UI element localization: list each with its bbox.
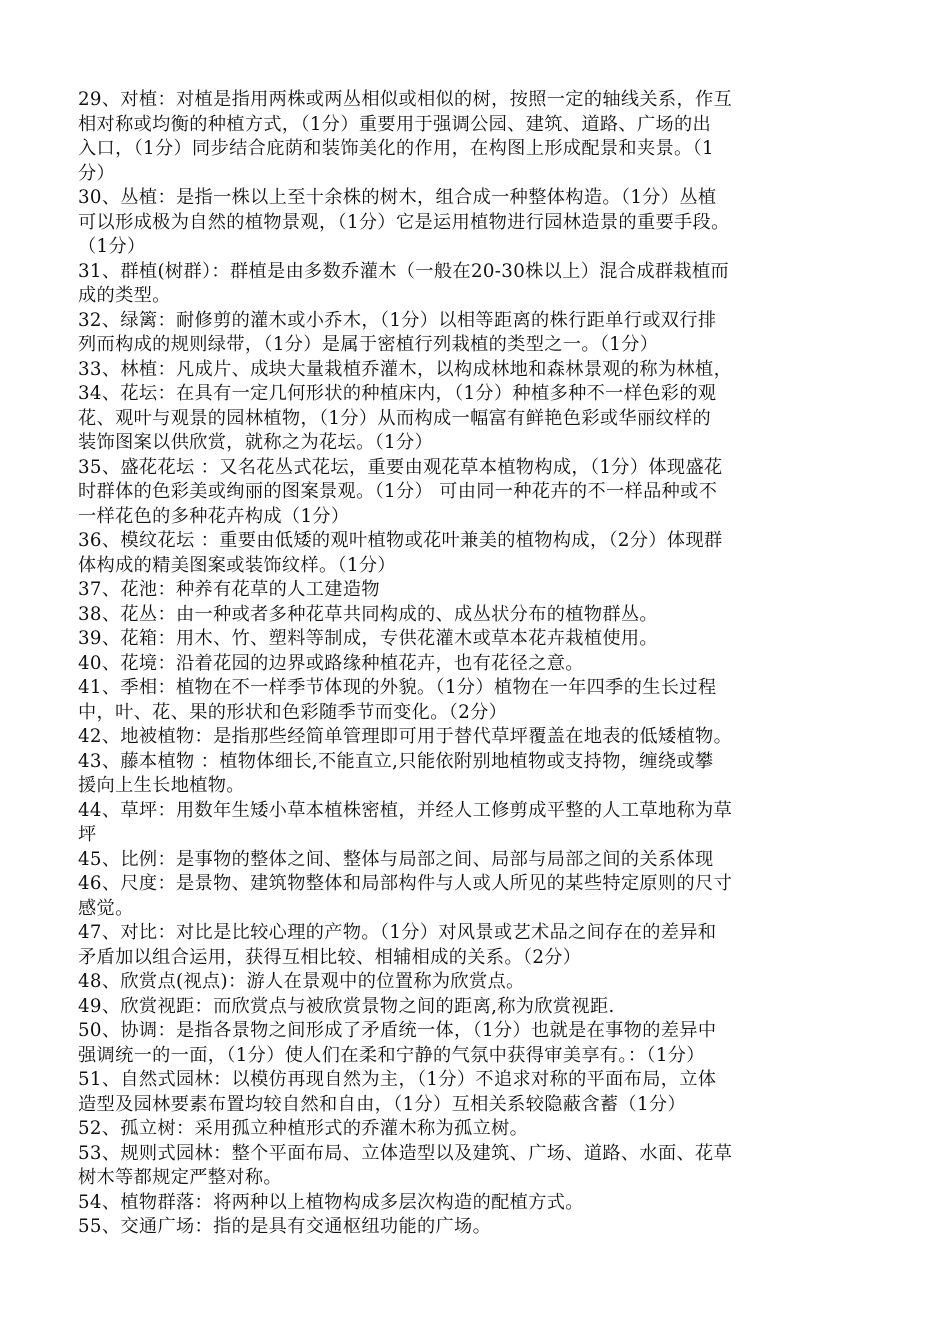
entry-line: 矛盾加以组合运用，获得互相比较、相辅相成的关系。（2分） xyxy=(78,946,582,968)
entry-line: 47、对比：对比是比较心理的产物。（1分）对风景或艺术品之间存在的差异和 xyxy=(78,922,717,943)
glossary-entry xyxy=(78,1068,878,1117)
entry-line: 入口，（1分）同步结合庇荫和装饰美化的作用，在构图上形成配景和夹景。（1 xyxy=(78,138,714,159)
glossary-entry xyxy=(78,750,878,799)
entry-line: 30、丛植：是指一株以上至十余株的树木，组合成一种整体构造。（1分）丛植 xyxy=(78,187,717,208)
entry-line: 40、花境：沿着花园的边界或路缘种植花卉，也有花径之意。 xyxy=(78,652,584,674)
entry-line: 造型及园林要素布置均较自然和自由，（1分）互相关系较隐蔽含蓄（1分） xyxy=(78,1093,686,1115)
entry-line: 35、盛花花坛 ：又名花丛式花坛，重要由观花草本植物构成，（1分）体现盛花 xyxy=(78,456,723,478)
entry-line: 中，叶、花、果的形状和色彩随季节而变化。（2分） xyxy=(78,701,508,723)
glossary-entry xyxy=(78,578,878,603)
glossary-entry xyxy=(78,652,878,677)
glossary-entry xyxy=(78,1019,878,1068)
entry-line: 感觉。 xyxy=(78,897,134,919)
entry-line: 48、欣赏点(视点)：游人在景观中的位置称为欣赏点。 xyxy=(78,971,525,992)
entry-line: 46、尺度：是景物、建筑物整体和局部构件与人或人所见的某些特定原则的尺寸 xyxy=(78,873,733,894)
entry-line: 54、植物群落：将两种以上植物构成多层次构造的配植方式。 xyxy=(78,1191,584,1213)
glossary-entry xyxy=(78,358,878,383)
glossary-entry xyxy=(78,529,878,578)
glossary-entry xyxy=(78,872,878,921)
entry-line: 45、比例：是事物的整体之间、整体与局部之间、局部与局部之间的关系体现 xyxy=(78,848,714,870)
entry-line: 36、模纹花坛 ：重要由低矮的观叶植物或花叶兼美的植物构成，（2分）体现群 xyxy=(78,530,723,551)
glossary-entry xyxy=(78,309,878,358)
glossary-entry xyxy=(78,260,878,309)
glossary-entry xyxy=(78,603,878,628)
glossary-entry xyxy=(78,995,878,1020)
entry-line: 42、地被植物：是指那些经简单管理即可用于替代草坪覆盖在地表的低矮植物。 xyxy=(78,726,733,747)
entry-line: 装饰图案以供欣赏，就称之为花坛。（1分） xyxy=(78,432,434,453)
entry-line: 33、林植：凡成片、成块大量栽植乔灌木，以构成林地和森林景观的称为林植， xyxy=(78,358,733,380)
glossary-entry xyxy=(78,725,878,750)
glossary-entry xyxy=(78,627,878,652)
glossary-entry xyxy=(78,186,878,260)
entry-line: 52、孤立树：采用孤立种植形式的乔灌木称为孤立树。 xyxy=(78,1118,529,1139)
entry-line: 援向上生长地植物。 xyxy=(78,775,245,796)
entry-line: 29、对植：对植是指用两株或两丛相似或相似的树，按照一定的轴线关系，作互 xyxy=(78,89,733,110)
entry-line: 32、绿篱：耐修剪的灌木或小乔木，（1分）以相等距离的株行距单行或双行排 xyxy=(78,309,717,331)
glossary-entry xyxy=(78,88,878,186)
glossary-entry xyxy=(78,921,878,970)
document-page xyxy=(78,88,878,1240)
entry-line: 成的类型。 xyxy=(78,285,171,306)
glossary-entry xyxy=(78,1191,878,1216)
entry-line: 50、协调：是指各景物之间形成了矛盾统一体，（1分）也就是在事物的差异中 xyxy=(78,1020,717,1041)
entry-line: 38、花丛：由一种或者多种花草共同构成的、成丛状分布的植物群丛。 xyxy=(78,603,658,625)
entry-line: 51、自然式园林：以模仿再现自然为主，（1分）不追求对称的平面布局，立体 xyxy=(78,1069,717,1090)
entry-line: 可以形成极为自然的植物景观，（1分）它是运用植物进行园林造景的重要手段。 xyxy=(78,211,730,233)
entry-line: （1分） xyxy=(78,236,146,257)
entry-line: 39、花箱：用木、竹、塑料等制成，专供花灌木或草本花卉栽植使用。 xyxy=(78,628,658,649)
glossary-entry xyxy=(78,799,878,848)
entry-line: 34、花坛：在具有一定几何形状的种植床内，（1分）种植多种不一样色彩的观 xyxy=(78,383,717,404)
entry-line: 树木等都规定严整对称。 xyxy=(78,1167,282,1188)
entry-line: 55、交通广场：指的是具有交通枢纽功能的广场。 xyxy=(78,1216,492,1237)
entry-line: 43、藤本植物 ：植物体细长,不能直立,只能依附别地植物或支持物，缠绕或攀 xyxy=(78,750,714,772)
glossary-entry xyxy=(78,382,878,456)
entry-line: 花、观叶与观景的园林植物，（1分）从而构成一幅富有鲜艳色彩或华丽纹样的 xyxy=(78,407,712,429)
glossary-entry xyxy=(78,456,878,530)
entry-line: 44、草坪：用数年生矮小草本植株密植，并经人工修剪成平整的人工草地称为草 xyxy=(78,799,733,821)
glossary-entry xyxy=(78,1142,878,1191)
entry-line: 53、规则式园林：整个平面布局、立体造型以及建筑、广场、道路、水面、花草 xyxy=(78,1142,733,1164)
entry-line: 时群体的色彩美或绚丽的图案景观。（1分） 可由同一种花卉的不一样品种或不 xyxy=(78,481,718,502)
entry-line: 体构成的精美图案或装饰纹样。（1分） xyxy=(78,554,396,576)
entry-line: 41、季相：植物在不一样季节体现的外貌。（1分）植物在一年四季的生长过程 xyxy=(78,677,717,698)
entry-line: 强调统一的一面，（1分）使人们在柔和宁静的气氛中获得审美享有。：（1分） xyxy=(78,1044,705,1066)
glossary-entry xyxy=(78,970,878,995)
entry-line: 一样花色的多种花卉构成（1分） xyxy=(78,505,350,527)
entry-line: 31、群植(树群）：群植是由多数乔灌木（一般在20-30株以上）混合成群栽植而 xyxy=(78,260,730,282)
glossary-entry xyxy=(78,676,878,725)
entry-line: 37、花池：种养有花草的人工建造物 xyxy=(78,579,380,600)
entry-line: 相对称或均衡的种植方式，（1分）重要用于强调公园、建筑、道路、广场的出 xyxy=(78,113,712,135)
glossary-entry xyxy=(78,1117,878,1142)
glossary-entry xyxy=(78,1215,878,1240)
entry-line: 49、欣赏视距：而欣赏点与被欣赏景物之间的距离,称为欣赏视距. xyxy=(78,995,615,1017)
entry-line: 分） xyxy=(78,162,116,184)
entry-line: 列而构成的规则绿带，（1分）是属于密植行列栽植的类型之一。（1分） xyxy=(78,334,659,355)
entry-line: 坪 xyxy=(78,824,97,845)
glossary-entry xyxy=(78,848,878,873)
